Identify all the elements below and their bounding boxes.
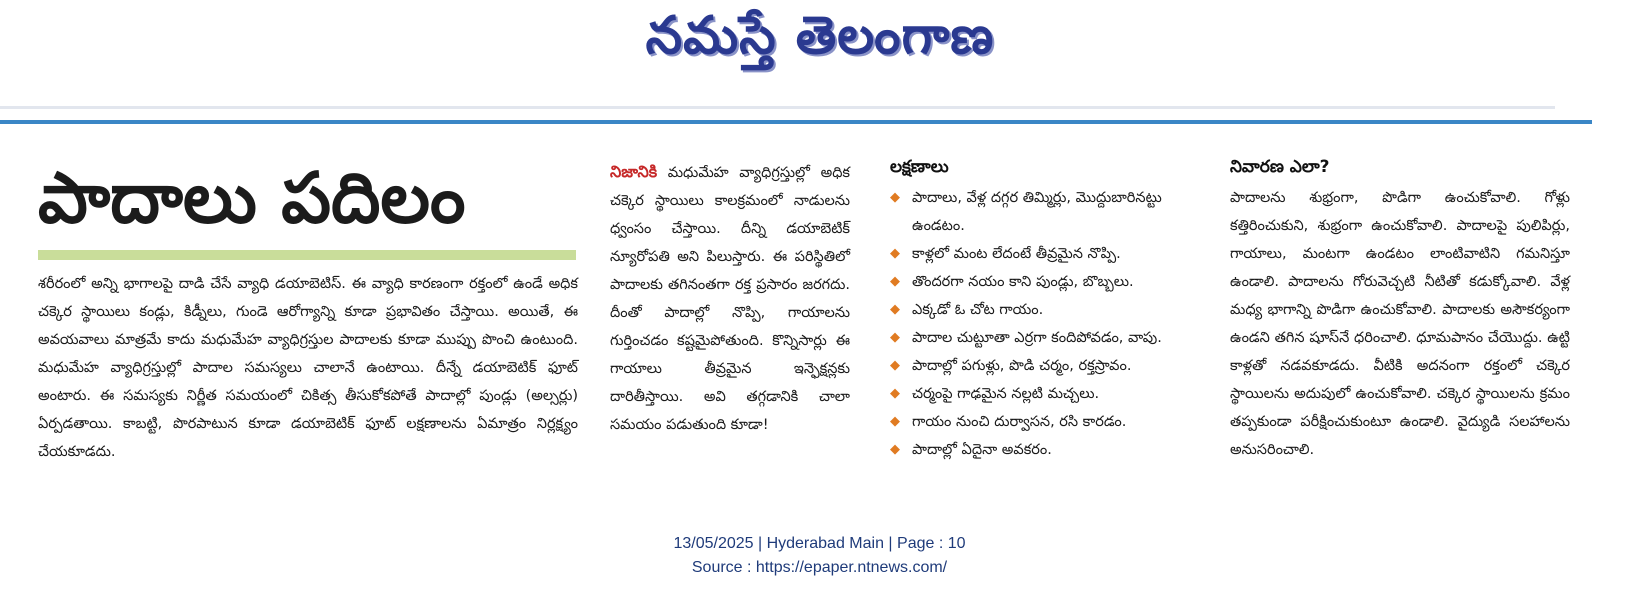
remedy-title: నివారణ ఎలా? bbox=[1230, 157, 1330, 177]
remedy-paragraph: పాదాలను శుభ్రంగా, పొడిగా ఉంచుకోవాలి. గోళ్లు కత్తిరించుకుని, శుభ్రంగా ఉంచుకోవాలి. పాదాలపై పులిపిర్లు, గాయాలు, మంటగా ఉండటం లాంటివాటిని గమనిస్తూ ఉండాలి. పాదాలను గోరువెచ్చటి నీటితో కడుక్కోవాలి. వేళ్ల మధ్య భాగాన్ని పొడిగా ఉంచుకోవాలి. పాదాలకు అసౌకర్యంగా ఉండని తగిన షూస్‌నే ధరించాలి. ధూమపానం చేయొద్దు. ఉట్టి కాళ్లతో నడవకూడదు. వీటికి అదనంగా రక్తంలో చక్కెర స్థాయిలను అదుపులో ఉంచుకోవాలి. చక్కెర స్థాయిలను క్రమం తప్పకుండా పరీక్షించుకుంటూ ఉండాలి. వైద్యుడి సలహాలను అనుసరించాలి. bbox=[1230, 190, 1570, 458]
symptom-item bbox=[890, 324, 1200, 352]
symptom-item bbox=[890, 240, 1200, 268]
headline-underline bbox=[38, 250, 576, 260]
symptom-text: పాదాల చుట్టూతా ఎర్రగా కందిపోవడం, వాపు. bbox=[912, 330, 1162, 346]
page-footer bbox=[0, 532, 1639, 580]
diamond-bullet-icon: ◆ bbox=[890, 246, 900, 261]
symptom-item bbox=[890, 408, 1200, 436]
symptom-item bbox=[890, 380, 1200, 408]
diamond-bullet-icon: ◆ bbox=[890, 358, 900, 373]
article-headline: పాదాలు పదిలం bbox=[38, 157, 466, 239]
middle-paragraph bbox=[610, 158, 850, 439]
symptom-text: పాదాలు, వేళ్ల దగ్గర తిమ్మిర్లు, మొద్దుబారినట్టు ఉండటం. bbox=[912, 190, 1162, 234]
middle-column bbox=[610, 158, 850, 439]
footer-edition-info: 13/05/2025 | Hyderabad Main | Page : 10 bbox=[673, 535, 966, 552]
symptom-text: చర్మంపై గాఢమైన నల్లటి మచ్చలు. bbox=[912, 386, 1100, 402]
symptom-text: తొందరగా నయం కాని పుండ్లు, బొబ్బలు. bbox=[912, 274, 1134, 290]
footer-source-link[interactable]: Source : https://epaper.ntnews.com/ bbox=[691, 559, 948, 576]
diamond-bullet-icon: ◆ bbox=[890, 414, 900, 429]
symptoms-title: లక్షణాలు bbox=[890, 157, 949, 177]
middle-lead-word: నిజానికి bbox=[610, 162, 658, 181]
symptom-item bbox=[890, 296, 1200, 324]
middle-body-text: మధుమేహ వ్యాధిగ్రస్తుల్లో అధిక చక్కెర స్థాయిలు కాలక్రమంలో నాడులను ధ్వంసం చేస్తాయి. దీన్ని డయాబెటిక్ న్యూరోపతి అని పిలుస్తారు. ఈ పరిస్థితిలో పాదాలకు తగినంతగా రక్త ప్రసారం జరగదు. దీంతో పాదాల్లో నొప్పి, గాయాలను గుర్తించడం కష్టమైపోతుంది. కొన్నిసార్లు ఈ గాయాలు తీవ్రమైన ఇన్ఫెక్షన్లకు దారితీస్తాయి. అవి తగ్గడానికి చాలా సమయం పడుతుంది కూడా! bbox=[610, 165, 850, 433]
symptom-item bbox=[890, 436, 1200, 464]
symptom-text: గాయం నుంచి దుర్వాసన, రసి కారడం. bbox=[912, 414, 1127, 430]
symptom-item bbox=[890, 184, 1200, 240]
symptom-text: ఎక్కడో ఓ చోట గాయం. bbox=[912, 302, 1044, 318]
symptoms-column bbox=[890, 154, 1200, 464]
remedy-column bbox=[1230, 154, 1570, 464]
symptom-item bbox=[890, 352, 1200, 380]
symptom-text: కాళ్లలో మంట లేదంటే తీవ్రమైన నొప్పి. bbox=[912, 246, 1121, 262]
masthead bbox=[0, 0, 1639, 100]
symptoms-list bbox=[890, 184, 1200, 464]
masthead-divider bbox=[0, 106, 1555, 109]
masthead-logo: నమస్తే తెలంగాణ bbox=[645, 6, 995, 66]
intro-paragraph: శరీరంలో అన్ని భాగాలపై దాడి చేసే వ్యాధి డయాబెటిస్. ఈ వ్యాధి కారణంగా రక్తంలో ఉండే అధిక చక్కెర స్థాయిలు కండ్లు, కిడ్నీలు, గుండె ఆరోగ్యాన్ని కూడా ప్రభావితం చేస్తాయి. అయితే, ఈ అవయవాలు మాత్రమే కాదు మధుమేహ వ్యాధిగ్రస్తుల పాదాలకు కూడా ముప్పు పొంచి ఉంటుంది. మధుమేహ వ్యాధిగ్రస్తుల్లో పాదాల సమస్యలు చాలానే ఉంటాయి. దీన్నే డయాబెటిక్ ఫూట్ అంటారు. ఈ సమస్యకు నిర్ణీత సమయంలో చికిత్స తీసుకోకపోతే పాదాల్లో పుండ్లు (అల్సర్లు) ఏర్పడతాయి. కాబట్టి, పొరపాటున కూడా డయాబెటిక్ ఫూట్ లక్షణాలను ఏమాత్రం నిర్లక్ష్యం చేయకూడదు. bbox=[38, 276, 578, 460]
diamond-bullet-icon: ◆ bbox=[890, 274, 900, 289]
diamond-bullet-icon: ◆ bbox=[890, 190, 900, 205]
diamond-bullet-icon: ◆ bbox=[890, 302, 900, 317]
diamond-bullet-icon: ◆ bbox=[890, 386, 900, 401]
diamond-bullet-icon: ◆ bbox=[890, 330, 900, 345]
section-rule bbox=[0, 120, 1592, 124]
symptom-item bbox=[890, 268, 1200, 296]
symptom-text: పాదాల్లో పగుళ్లు, పొడి చర్మం, రక్తస్రావం. bbox=[912, 358, 1132, 374]
symptom-text: పాదాల్లో ఏదైనా అవకరం. bbox=[912, 442, 1052, 458]
diamond-bullet-icon: ◆ bbox=[890, 442, 900, 457]
intro-column bbox=[38, 270, 578, 466]
